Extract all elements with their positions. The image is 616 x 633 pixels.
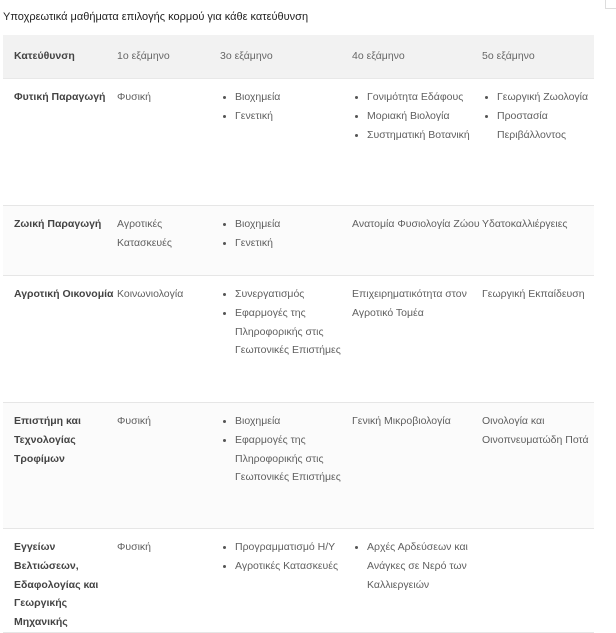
- course-list: [220, 412, 352, 487]
- table-cell: Οινολογία και Οινοπνευματώδη Ποτά: [482, 415, 589, 446]
- header-row: [3, 35, 594, 79]
- table-cell: [482, 529, 594, 633]
- table-cell: Γεωργική Εκπαίδευση: [482, 288, 585, 300]
- course-item: • Προγραμματισμό Η/Υ: [235, 538, 352, 557]
- course-list: [220, 88, 352, 126]
- row-heading: Ζωική Παραγωγή: [14, 218, 102, 230]
- row-heading: Αγροτική Οικονομία: [14, 288, 114, 300]
- header-cell: 1ο εξάμηνο: [117, 35, 220, 79]
- course-list: [220, 285, 352, 360]
- courses-table: [3, 35, 594, 633]
- row-heading: Επιστήμη και Τεχνολογίας Τροφίμων: [14, 415, 81, 465]
- table-cell: Γενική Μικροβιολογία: [352, 415, 451, 427]
- course-item: • Προστασία Περιβάλλοντος: [497, 107, 594, 145]
- header-cell: 4ο εξάμηνο: [352, 35, 482, 79]
- header-cell: 3ο εξάμηνο: [220, 35, 352, 79]
- row-heading: Εγγείων Βελτιώσεων, Εδαφολογίας και Γεωργικής Μηχανικής: [14, 541, 99, 629]
- table-cell: Κοινωνιολογία: [117, 288, 184, 300]
- course-item: • Αρχές Αρδεύσεων και Ανάγκες σε Νερό των Καλλιεργειών: [367, 538, 482, 594]
- course-item: • Γεωργική Ζωολογία: [497, 88, 594, 107]
- course-item: • Εφαρμογές της Πληροφορικής στις Γεωπονικές Επιστήμες: [235, 431, 352, 487]
- row-heading: Φυτική Παραγωγή: [14, 91, 106, 103]
- header-cell: Κατεύθυνση: [3, 35, 117, 79]
- table-row: [3, 206, 594, 276]
- course-list: [220, 215, 352, 253]
- table-cell: Αγροτικές Κατασκευές: [117, 218, 172, 249]
- table-cell: Ανατομία Φυσιολογία Ζώου: [352, 218, 480, 230]
- course-item: • Αγροτικές Κατασκευές: [235, 557, 352, 576]
- table-cell: [220, 529, 352, 633]
- table-cell: [220, 206, 352, 276]
- table-cell: Επιχειρηματικότητα στον Αγροτικό Τομέα: [352, 288, 467, 319]
- table-row: [3, 79, 594, 206]
- course-list: [352, 538, 482, 594]
- corner-widget: [605, 0, 616, 9]
- table-row: [3, 529, 594, 633]
- table-cell: [352, 529, 482, 633]
- table-cell: [482, 79, 594, 206]
- course-item: • Βιοχημεία: [235, 88, 352, 107]
- header-cell: 5ο εξάμηνο: [482, 35, 594, 79]
- course-item: • Μοριακή Βιολογία: [367, 107, 482, 126]
- course-list: [352, 88, 482, 144]
- table-cell: [352, 79, 482, 206]
- table-cell: Φυσική: [117, 541, 152, 553]
- table-row: [3, 276, 594, 403]
- table-cell: [220, 403, 352, 529]
- course-list: [220, 538, 352, 576]
- course-item: • Γενετική: [235, 107, 352, 126]
- course-item: • Γενετική: [235, 234, 352, 253]
- course-item: • Βιοχημεία: [235, 412, 352, 431]
- table-cell: [220, 276, 352, 403]
- course-item: • Συστηματική Βοτανική: [367, 126, 482, 145]
- course-item: • Εφαρμογές της Πληροφορικής στις Γεωπονικές Επιστήμες: [235, 304, 352, 360]
- table-cell: Φυσική: [117, 415, 152, 427]
- table-cell: Φυσική: [117, 91, 152, 103]
- course-list: [482, 88, 594, 144]
- course-item: • Συνεργατισμός: [235, 285, 352, 304]
- course-item: • Γονιμότητα Εδάφους: [367, 88, 482, 107]
- course-item: • Βιοχημεία: [235, 215, 352, 234]
- table-caption: Υποχρεωτικά μαθήματα επιλογής κορμού για κάθε κατεύθυνση: [3, 11, 309, 23]
- table-cell: Υδατοκαλλιέργειες: [482, 218, 568, 230]
- table-cell: [220, 79, 352, 206]
- table-row: [3, 403, 594, 529]
